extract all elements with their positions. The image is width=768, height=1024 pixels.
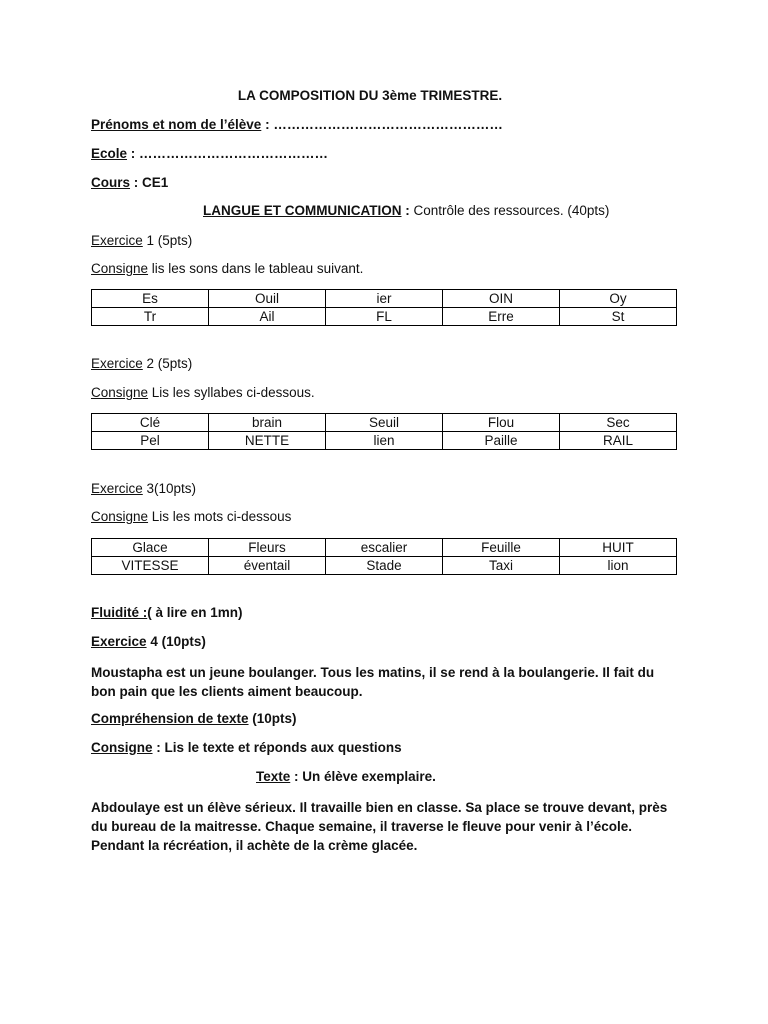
separator: : (130, 175, 143, 190)
table-cell: NETTE (209, 432, 326, 450)
table-cell: Ouil (209, 290, 326, 308)
exercise-2-table (91, 413, 677, 450)
section-label: LANGUE ET COMMUNICATION (203, 203, 402, 218)
table-cell: OIN (443, 290, 560, 308)
table-cell: lion (560, 557, 677, 575)
exercise-2-heading (91, 356, 192, 371)
exercise-label: Exercice (91, 634, 147, 649)
table-row (92, 290, 677, 308)
exercise-points: 4 (10pts) (146, 634, 206, 649)
table-cell: VITESSE (92, 557, 209, 575)
school-label: Ecole (91, 146, 128, 161)
exercise-points: 2 (5pts) (142, 356, 193, 371)
consigne-label: Consigne (91, 740, 153, 755)
consigne-text: lis les sons dans le tableau suivant. (148, 261, 364, 276)
course-label: Cours (91, 175, 131, 190)
table-cell: Seuil (326, 414, 443, 432)
fluidity-label: Fluidité : (91, 605, 148, 620)
texte-label: Texte (256, 769, 291, 784)
table-cell: Flou (443, 414, 560, 432)
page-title: LA COMPOSITION DU 3ème TRIMESTRE. (237, 88, 503, 103)
text-title-line (256, 769, 436, 784)
exercise-3-table (91, 538, 677, 575)
table-row (92, 539, 677, 557)
table-cell: Paille (443, 432, 560, 450)
table-cell: éventail (209, 557, 326, 575)
exercise-label: Exercice (91, 481, 143, 496)
table-cell: Fleurs (209, 539, 326, 557)
consigne-label: Consigne (91, 385, 149, 400)
consigne-text: : Lis le texte et réponds aux questions (152, 740, 402, 755)
exercise-2-instruction (91, 385, 315, 400)
exercise-3-instruction (91, 509, 291, 524)
table-cell: Glace (92, 539, 209, 557)
student-name-label: Prénoms et nom de l’élève (91, 117, 262, 132)
exercise-points: 3(10pts) (142, 481, 197, 496)
comprehension-label: Compréhension de texte (91, 711, 249, 726)
table-cell: Feuille (443, 539, 560, 557)
school-blank: …………………………………… (139, 146, 329, 161)
exercise-4-heading (91, 634, 206, 649)
consigne-text: Lis les mots ci-dessous (148, 509, 292, 524)
separator: : (401, 203, 414, 218)
texte-title: : Un élève exemplaire. (290, 769, 436, 784)
exercise-3-heading (91, 481, 196, 496)
table-cell: Es (92, 290, 209, 308)
exercise-label: Exercice (91, 356, 143, 371)
separator: : (127, 146, 140, 161)
comprehension-heading (91, 711, 297, 726)
table-cell: lien (326, 432, 443, 450)
fluidity-line (91, 605, 243, 620)
exercise-points: 1 (5pts) (142, 233, 193, 248)
student-name-blank: …………………………………………… (273, 117, 503, 132)
table-cell: Tr (92, 308, 209, 326)
table-cell: escalier (326, 539, 443, 557)
consigne-label: Consigne (91, 261, 149, 276)
table-cell: Pel (92, 432, 209, 450)
comprehension-points: (10pts) (248, 711, 297, 726)
comprehension-instruction (91, 740, 402, 755)
table-cell: FL (326, 308, 443, 326)
consigne-label: Consigne (91, 509, 149, 524)
course-line (91, 175, 168, 190)
separator: : (261, 117, 274, 132)
table-cell: ier (326, 290, 443, 308)
exercise-1-table (91, 289, 677, 326)
table-row (92, 557, 677, 575)
table-cell: Stade (326, 557, 443, 575)
exercise-1-heading (91, 233, 192, 248)
table-cell: Erre (443, 308, 560, 326)
table-cell: Clé (92, 414, 209, 432)
exercise-label: Exercice (91, 233, 143, 248)
table-row (92, 414, 677, 432)
table-row (92, 432, 677, 450)
exercise-1-instruction (91, 261, 363, 276)
section-description: Contrôle des ressources. (40pts) (413, 203, 610, 218)
story-paragraph: Abdoulaye est un élève sérieux. Il travaille bien en classe. Sa place se trouve devant, près du bureau de la maitresse. Chaque semaine, il traverse le fleuve pour venir à l’école. Pendant la récréation, il achète de la crème glacée. (91, 800, 668, 853)
course-value: CE1 (142, 175, 169, 190)
table-cell: RAIL (560, 432, 677, 450)
fluidity-text: ( à lire en 1mn) (147, 605, 243, 620)
section-heading (203, 203, 609, 218)
table-cell: Taxi (443, 557, 560, 575)
table-cell: Ail (209, 308, 326, 326)
table-row (92, 308, 677, 326)
table-cell: HUIT (560, 539, 677, 557)
table-cell: Sec (560, 414, 677, 432)
table-cell: Oy (560, 290, 677, 308)
consigne-text: Lis les syllabes ci-dessous. (148, 385, 315, 400)
exercise-4-paragraph: Moustapha est un jeune boulanger. Tous les matins, il se rend à la boulangerie. Il fait du bon pain que les clients aiment beaucoup. (91, 665, 655, 699)
table-cell: brain (209, 414, 326, 432)
school-line (91, 146, 328, 161)
table-cell: St (560, 308, 677, 326)
student-name-line (91, 117, 503, 132)
